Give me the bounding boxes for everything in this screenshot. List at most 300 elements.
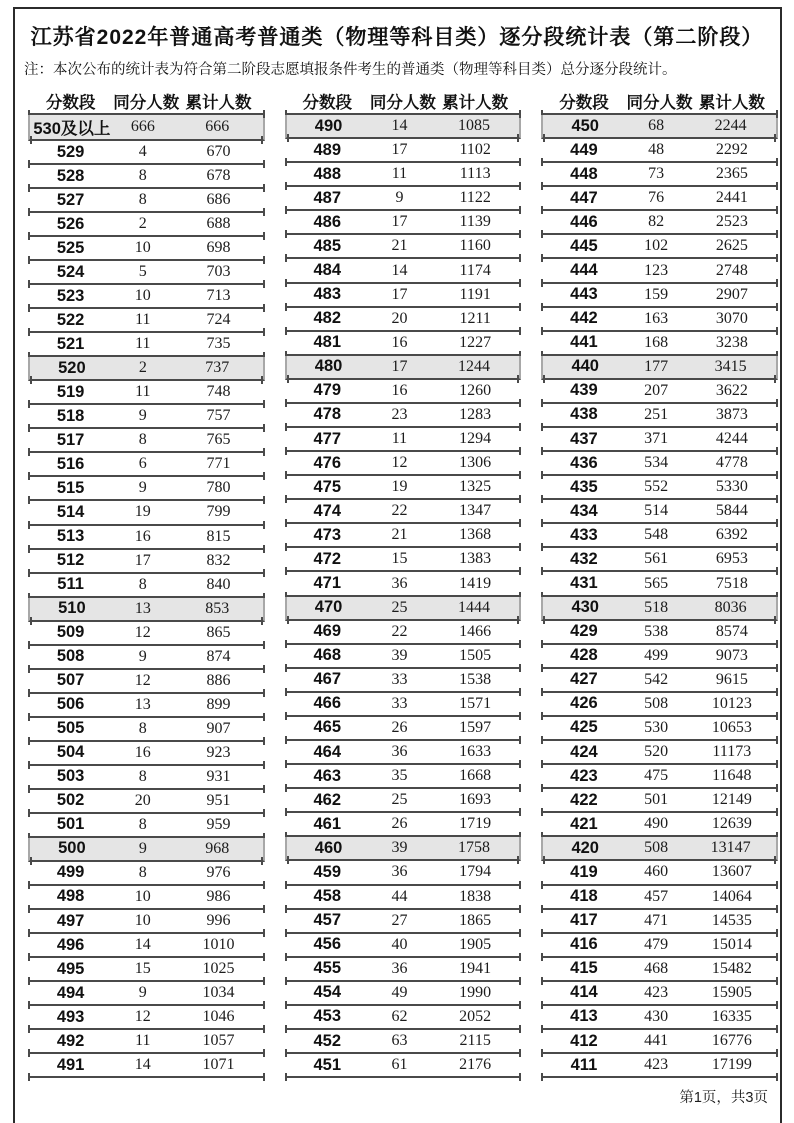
score-range-cell: 474 [313,501,342,520]
score-range-cell: 503 [56,767,85,786]
header-score-range: 分数段 [559,93,609,112]
same-score-count-cell: 17 [391,285,408,303]
table-row [541,524,778,548]
cumulative-count-cell: 1941 [459,959,492,977]
cumulative-count-cell: 1668 [459,767,492,785]
table-row [541,958,778,982]
score-range-cell: 480 [314,357,343,376]
score-range-cell: 460 [314,838,343,857]
same-score-count-cell: 39 [391,839,408,857]
score-table-column-3 [541,88,778,1078]
table-row [541,789,778,813]
same-score-count-cell: 514 [644,502,669,520]
score-range-cell: 521 [56,334,85,353]
score-range-cell: 470 [314,598,343,617]
table-row [285,886,522,910]
cumulative-count-cell: 1633 [459,743,492,761]
cumulative-count-cell: 996 [206,912,231,930]
same-score-count-cell: 11 [135,1032,151,1050]
score-range-cell: 444 [570,261,598,279]
score-range-cell: 419 [570,862,598,881]
same-score-count-cell: 530 [644,718,669,736]
table-row [541,837,778,861]
same-score-count-cell: 479 [644,935,669,953]
cumulative-count-cell: 16335 [711,1007,752,1025]
score-range-cell: 465 [313,718,342,737]
page-note: 注：本次公布的统计表为符合第二阶段志愿填报条件考生的普通类（物理等科目类）总分逐分段统计。 [24,62,677,78]
same-score-count-cell: 12 [134,671,151,689]
same-score-count-cell: 14 [391,117,408,135]
cumulative-count-cell: 1260 [459,381,492,399]
score-range-cell: 415 [570,959,598,978]
score-range-cell: 411 [570,1055,598,1074]
cumulative-count-cell: 15482 [711,959,752,977]
score-range-cell: 491 [56,1055,85,1074]
same-score-count-cell: 9 [395,189,404,207]
score-range-cell: 504 [56,743,85,762]
cumulative-count-cell: 3238 [715,333,748,351]
table-row [541,500,778,524]
same-score-count-cell: 33 [391,694,408,712]
cumulative-count-cell: 923 [206,743,231,761]
cumulative-count-cell: 5330 [715,478,748,496]
header-cumulative-count: 累计人数 [698,93,765,112]
score-range-cell: 518 [56,406,85,425]
table-row [28,982,265,1006]
same-score-count-cell: 8 [138,575,147,593]
same-score-count-cell: 36 [391,743,408,761]
cumulative-count-cell: 9073 [715,646,748,664]
same-score-count-cell: 518 [644,598,669,616]
table-row [285,332,522,356]
cumulative-count-cell: 931 [206,767,231,785]
cumulative-count-cell: 15014 [711,935,752,953]
score-range-cell: 524 [56,262,85,281]
table-rows-column-2 [285,113,522,1078]
cumulative-count-cell: 1444 [457,598,490,616]
table-row [541,934,778,958]
cumulative-count-cell: 1122 [459,189,491,207]
table-row [285,428,522,452]
score-range-cell: 464 [313,742,342,761]
table-row [285,1006,522,1030]
score-range-cell: 420 [571,838,599,857]
page-footer: 第1页，共3页 [679,1090,768,1106]
table-row [541,284,778,308]
cumulative-count-cell: 737 [205,359,230,377]
table-row [285,934,522,958]
same-score-count-cell: 36 [391,574,408,592]
same-score-count-cell: 15 [134,960,151,978]
same-score-count-cell: 9 [138,984,147,1002]
cumulative-count-cell: 1325 [459,478,492,496]
same-score-count-cell: 25 [391,791,408,809]
table-row [28,429,265,453]
table-row [28,910,265,934]
table-row [541,187,778,211]
cumulative-count-cell: 832 [206,551,231,569]
cumulative-count-cell: 14064 [711,887,752,905]
cumulative-count-cell: 2292 [715,141,748,159]
score-range-cell: 452 [313,1031,342,1050]
table-row [285,669,522,693]
table-row [541,452,778,476]
table-row [541,813,778,837]
same-score-count-cell: 177 [644,357,669,375]
table-row [285,308,522,332]
cumulative-count-cell: 16776 [711,1032,752,1049]
score-range-cell: 525 [56,238,85,257]
cumulative-count-cell: 2115 [459,1032,491,1049]
cumulative-count-cell: 2441 [715,189,748,207]
score-range-cell: 472 [313,549,342,568]
cumulative-count-cell: 8036 [714,598,747,616]
table-row [541,308,778,332]
cumulative-count-cell: 1113 [459,165,491,183]
cumulative-count-cell: 13607 [711,863,752,881]
cumulative-count-cell: 3070 [715,309,748,327]
same-score-count-cell: 457 [644,887,669,905]
score-range-cell: 432 [570,549,598,568]
table-row [541,548,778,572]
score-range-cell: 412 [570,1031,598,1050]
same-score-count-cell: 11 [391,165,408,183]
cumulative-count-cell: 976 [206,863,231,881]
score-range-cell: 515 [56,478,85,497]
table-row [541,741,778,765]
same-score-count-cell: 552 [644,478,669,496]
score-range-cell: 505 [56,719,85,738]
table-row [285,211,522,235]
cumulative-count-cell: 1057 [202,1032,235,1050]
same-score-count-cell: 10 [134,912,151,930]
score-range-cell: 523 [56,286,85,305]
cumulative-count-cell: 1160 [459,237,491,255]
table-row [285,1054,522,1078]
same-score-count-cell: 11 [135,311,151,329]
same-score-count-cell: 8 [138,191,147,209]
cumulative-count-cell: 1419 [459,574,492,592]
score-range-cell: 418 [570,887,598,906]
same-score-count-cell: 13 [134,695,151,713]
score-range-cell: 473 [313,525,342,544]
score-range-cell: 439 [570,381,598,400]
same-score-count-cell: 26 [391,815,408,833]
score-range-cell: 431 [570,574,598,593]
score-range-cell: 467 [313,670,342,689]
cumulative-count-cell: 9615 [715,670,748,688]
cumulative-count-cell: 1071 [202,1056,235,1074]
score-range-cell: 519 [56,382,85,401]
score-range-cell: 421 [570,814,598,833]
table-row [541,380,778,404]
same-score-count-cell: 12 [134,623,151,641]
table-rows-column-1 [28,113,265,1078]
table-row [28,501,265,525]
same-score-count-cell: 468 [644,959,669,977]
score-range-cell: 481 [313,333,342,352]
score-range-cell: 447 [570,188,598,207]
cumulative-count-cell: 959 [206,815,231,833]
score-range-cell: 434 [570,501,598,520]
same-score-count-cell: 471 [644,911,669,929]
table-row [28,189,265,213]
table-row [285,982,522,1006]
same-score-count-cell: 63 [391,1032,408,1049]
table-row [28,814,265,838]
same-score-count-cell: 534 [644,454,669,472]
same-score-count-cell: 16 [134,743,151,761]
score-range-cell: 462 [313,790,342,809]
table-row [285,115,522,139]
score-range-cell: 422 [570,790,598,809]
same-score-count-cell: 430 [644,1007,669,1025]
table-row [541,404,778,428]
score-range-cell: 476 [313,453,342,472]
cumulative-count-cell: 666 [205,118,230,135]
table-row [541,211,778,235]
table-row [285,572,522,596]
score-range-cell: 495 [56,959,85,978]
cumulative-count-cell: 1191 [459,285,491,303]
same-score-count-cell: 371 [644,430,669,448]
score-range-cell: 448 [570,164,598,183]
score-table-column-2 [285,88,522,1078]
cumulative-count-cell: 968 [205,839,230,857]
score-range-cell: 499 [56,863,85,882]
cumulative-count-cell: 1034 [202,984,235,1002]
score-range-cell: 449 [570,140,598,159]
table-row [28,333,265,357]
score-range-cell: 458 [313,887,342,906]
table-row [28,261,265,285]
table-row [285,813,522,837]
cumulative-count-cell: 11173 [712,743,752,761]
same-score-count-cell: 14 [134,936,151,954]
cumulative-count-cell: 951 [206,791,231,809]
score-range-cell: 530及以上 [33,120,111,138]
score-range-cell: 469 [313,622,342,641]
same-score-count-cell: 501 [644,791,669,809]
table-row [285,163,522,187]
score-range-cell: 501 [56,815,85,834]
same-score-count-cell: 423 [644,983,669,1001]
table-row [541,1030,778,1054]
table-row [28,790,265,814]
table-row [28,622,265,646]
score-range-cell: 471 [313,574,342,593]
same-score-count-cell: 20 [391,309,408,327]
table-row [285,910,522,934]
score-range-cell: 483 [313,285,342,304]
same-score-count-cell: 10 [134,887,151,905]
same-score-count-cell: 44 [391,887,408,905]
score-range-cell: 454 [313,983,342,1002]
same-score-count-cell: 12 [134,1008,151,1026]
score-range-cell: 456 [313,935,342,954]
cumulative-count-cell: 2244 [714,117,747,135]
cumulative-count-cell: 3415 [714,357,747,375]
same-score-count-cell: 475 [644,767,669,785]
same-score-count-cell: 26 [391,718,408,736]
same-score-count-cell: 22 [391,502,408,520]
cumulative-count-cell: 840 [206,575,231,593]
same-score-count-cell: 39 [391,646,408,664]
same-score-count-cell: 8 [138,167,147,185]
table-row [28,405,265,429]
table-row [285,284,522,308]
table-row [28,453,265,477]
same-score-count-cell: 22 [391,622,408,640]
same-score-count-cell: 123 [644,261,669,279]
score-range-cell: 455 [313,959,342,978]
table-row [285,380,522,404]
table-row [541,1006,778,1030]
column-header-row [541,88,778,113]
cumulative-count-cell: 986 [206,887,231,905]
score-range-cell: 433 [570,525,598,544]
same-score-count-cell: 68 [648,117,665,135]
cumulative-count-cell: 12149 [711,791,752,809]
same-score-count-cell: 102 [644,237,669,255]
table-row [28,357,265,381]
same-score-count-cell: 17 [134,551,151,569]
score-range-cell: 500 [58,839,86,858]
same-score-count-cell: 561 [644,550,669,568]
score-range-cell: 487 [313,188,342,207]
table-row [541,597,778,621]
cumulative-count-cell: 765 [206,431,231,449]
table-row [285,139,522,163]
table-row [541,476,778,500]
score-range-cell: 446 [570,212,598,231]
cumulative-count-cell: 1693 [459,791,492,809]
table-row [28,1030,265,1054]
table-row [541,886,778,910]
cumulative-count-cell: 757 [206,407,231,425]
table-row [285,741,522,765]
table-row [28,115,265,141]
header-score-range: 分数段 [45,93,96,112]
cumulative-count-cell: 1227 [459,333,492,351]
same-score-count-cell: 13 [134,599,151,617]
score-range-cell: 517 [56,430,85,449]
cumulative-count-cell: 6392 [715,526,748,544]
same-score-count-cell: 33 [391,670,408,688]
same-score-count-cell: 17 [391,357,408,375]
same-score-count-cell: 6 [138,455,147,473]
same-score-count-cell: 5 [138,263,147,281]
score-range-cell: 477 [313,429,342,448]
table-row [285,645,522,669]
score-range-cell: 440 [571,357,599,376]
score-range-cell: 506 [56,695,85,714]
same-score-count-cell: 16 [391,333,408,351]
same-score-count-cell: 21 [391,526,408,544]
cumulative-count-cell: 2625 [715,237,748,255]
cumulative-count-cell: 1347 [459,502,492,520]
table-row [28,285,265,309]
cumulative-count-cell: 2365 [715,165,748,183]
same-score-count-cell: 16 [134,527,151,545]
table-row [28,477,265,501]
cumulative-count-cell: 1294 [459,430,492,448]
table-row [541,765,778,789]
same-score-count-cell: 508 [644,839,669,857]
same-score-count-cell: 251 [644,405,669,423]
same-score-count-cell: 490 [644,815,669,833]
cumulative-count-cell: 2176 [459,1056,492,1074]
same-score-count-cell: 61 [391,1056,408,1074]
score-range-cell: 509 [56,623,85,642]
cumulative-count-cell: 12639 [711,815,752,833]
same-score-count-cell: 2 [138,359,147,377]
same-score-count-cell: 11 [135,335,151,353]
table-row [541,259,778,283]
cumulative-count-cell: 1597 [459,718,492,736]
same-score-count-cell: 441 [644,1032,669,1049]
score-range-cell: 442 [570,309,598,328]
same-score-count-cell: 460 [644,863,669,881]
same-score-count-cell: 21 [391,237,408,255]
score-range-cell: 414 [570,983,598,1002]
score-range-cell: 502 [56,791,85,810]
score-range-cell: 497 [56,911,85,930]
cumulative-count-cell: 724 [206,311,231,329]
same-score-count-cell: 14 [391,261,408,279]
cumulative-count-cell: 1174 [459,261,491,279]
cumulative-count-cell: 2523 [715,213,748,231]
table-row [28,742,265,766]
cumulative-count-cell: 1383 [459,550,492,568]
table-rows-column-3 [541,113,778,1078]
cumulative-count-cell: 1244 [457,357,490,375]
table-row [28,958,265,982]
same-score-count-cell: 35 [391,767,408,785]
score-range-cell: 512 [56,551,85,570]
table-row [285,765,522,789]
same-score-count-cell: 49 [391,983,408,1001]
score-range-cell: 443 [570,285,598,304]
cumulative-count-cell: 1758 [457,839,490,857]
score-range-cell: 498 [56,887,85,906]
score-range-cell: 511 [57,575,84,594]
header-same-score-count: 同分人数 [369,93,436,112]
cumulative-count-cell: 8574 [715,622,748,640]
same-score-count-cell: 499 [644,646,669,664]
table-row [28,886,265,910]
cumulative-count-cell: 1102 [459,141,491,159]
cumulative-count-cell: 1990 [459,983,492,1001]
same-score-count-cell: 10 [134,287,151,305]
same-score-count-cell: 10 [134,239,151,257]
table-row [285,837,522,861]
table-row [28,309,265,333]
score-range-cell: 475 [313,477,342,496]
same-score-count-cell: 19 [391,478,408,496]
table-row [28,718,265,742]
table-row [541,332,778,356]
same-score-count-cell: 16 [391,381,408,399]
score-range-cell: 468 [313,646,342,665]
table-row [285,356,522,380]
score-range-cell: 478 [313,405,342,424]
cumulative-count-cell: 1865 [459,911,492,929]
same-score-count-cell: 73 [648,165,665,183]
same-score-count-cell: 36 [391,863,408,881]
score-range-cell: 445 [570,236,598,255]
table-row [285,235,522,259]
